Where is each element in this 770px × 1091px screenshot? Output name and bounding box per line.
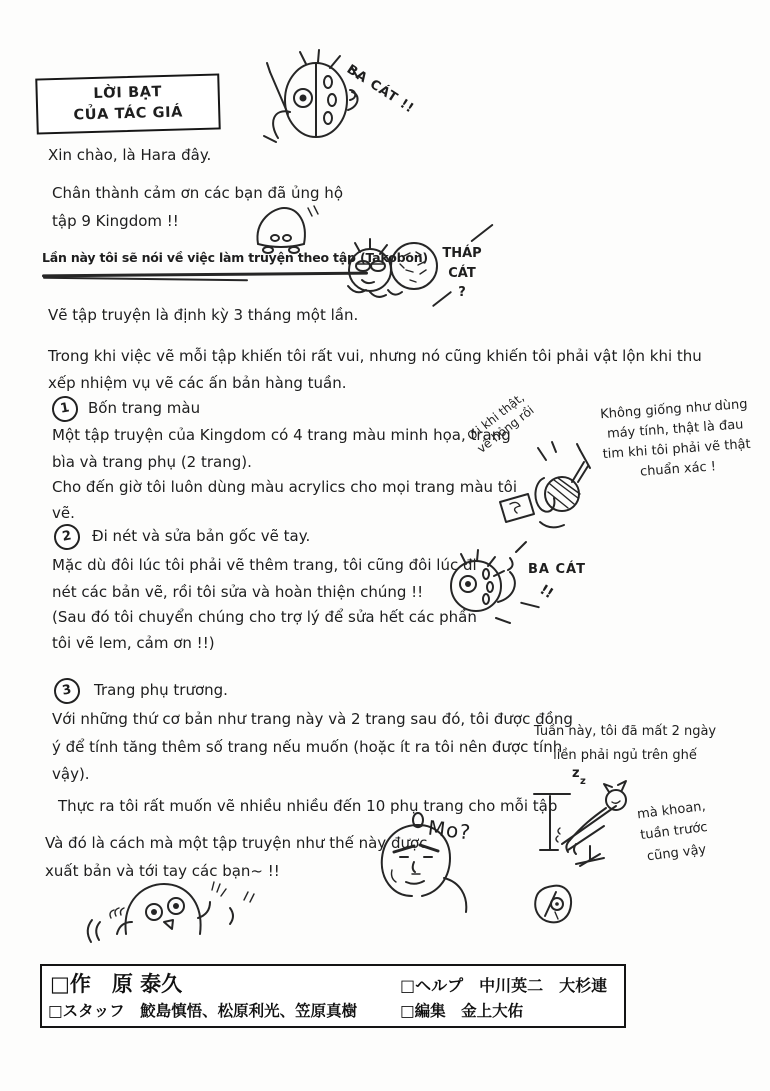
ba-cat-bang: !! <box>536 581 557 603</box>
tower-line1: THÁP <box>442 246 482 261</box>
topic-underline-2 <box>43 277 248 282</box>
ba-cat-shout-top: BA CÁT !! <box>343 62 417 117</box>
struggle-line2: xếp nhiệm vụ vẽ các ấn bản hàng tuần. <box>48 374 347 392</box>
struggle-line1: Trong khi việc vẽ mỗi tập khiến tôi rất vui, nhưng nó cũng khiến tôi phải vật lộn khi thu <box>48 347 702 365</box>
sleep-z-mark-2: z <box>580 776 586 787</box>
painting-cry-text: Ơi khi thật, vẽ hỏng rồi <box>464 390 537 456</box>
waving-octopus-doodle-2 <box>440 540 532 625</box>
closing-line1: Và đó là cách mà một tập truyện như thế này được <box>45 834 428 852</box>
section1-line4: vẽ. <box>52 504 75 522</box>
section1-number: 1 <box>50 394 80 424</box>
mo-shout: Mo? <box>426 815 473 845</box>
section2-line2: nét các bản vẽ, rồi tôi sửa và hoàn thiện chúng !! <box>52 583 424 601</box>
section1-line1: Một tập truyện của Kingdom có 4 trang màu minh họa, trang <box>52 426 511 444</box>
section2-line4: tôi vẽ lem, cảm ơn !!) <box>52 634 215 652</box>
credit-help: □ヘルプ 中川英二 大杉連 <box>400 976 608 995</box>
chair-note-text <box>613 793 736 871</box>
tower-slash-top <box>470 224 493 243</box>
topic-heading: Lần này tôi sẽ nói về việc làm truyện theo tập (Takobon) <box>42 250 428 265</box>
section2-number: 2 <box>52 522 82 552</box>
section3-line1: Với những thứ cơ bản như trang này và 2 trang sau đó, tôi được đồng <box>52 710 573 728</box>
tower-line3: ? <box>458 285 466 300</box>
thanks-line2: tập 9 Kingdom !! <box>52 212 179 230</box>
topic-underline <box>42 272 368 277</box>
greeting-text: Xin chào, là Hara đây. <box>48 146 212 164</box>
section3-line3: vậy). <box>52 765 90 783</box>
chair-note-line1: mà khoan, <box>636 799 707 823</box>
section3-line4: Thực ra tôi rất muốn vẽ nhiều nhiều đến 10 phụ trang cho mỗi tập <box>58 797 558 815</box>
section3-number: 3 <box>52 676 82 706</box>
title-line2: CỦA TÁC GIÁ <box>73 104 184 124</box>
credit-staff: □スタッフ 鮫島慎悟、松原利光、笠原真樹 <box>48 1002 358 1020</box>
credits-box <box>40 964 626 1028</box>
painter-doodle <box>492 438 610 538</box>
sleep-note-line2: liền phải ngủ trên ghế <box>553 748 697 763</box>
sleep-z-mark: z <box>572 766 580 781</box>
credit-editor: □編集 金上大佑 <box>400 1002 524 1020</box>
chair-note-line2: tuần trước <box>639 820 709 844</box>
sleep-note-line1: Tuần này, tôi đã mất 2 ngày <box>533 724 717 739</box>
waving-octopus-doodle <box>88 872 263 942</box>
closing-line2: xuất bản và tới tay các bạn~ !! <box>45 862 280 880</box>
credit-author: □作 原 泰久 <box>50 972 183 996</box>
takobon-doodle <box>340 228 440 306</box>
section2-line3: (Sau đó tôi chuyển chúng cho trợ lý để sửa hết các phần <box>52 608 477 626</box>
thanks-line1: Chân thành cảm ơn các bạn đã ủng hộ <box>52 184 343 202</box>
chair-note-line3: cũng vậy <box>646 842 707 865</box>
section1-line2: bìa và trang phụ (2 trang). <box>52 453 252 471</box>
afterword-title-box <box>35 73 220 134</box>
computer-comparison-note: Không giống như dùng máy tính, thật là đau tim khi tôi phải vẽ thật chuẩn xác ! <box>599 396 752 480</box>
ba-cat-shout-2: BA CÁT <box>528 562 586 577</box>
hara-signature-stamp <box>530 882 576 928</box>
tower-line2: CÁT <box>448 265 476 281</box>
section2-heading: Đi nét và sửa bản gốc vẽ tay. <box>92 527 311 545</box>
thap-cat-shout <box>436 244 488 303</box>
title-line1: LỜI BẠT <box>93 84 163 102</box>
section1-heading: Bốn trang màu <box>88 399 201 417</box>
schedule-text: Vẽ tập truyện là định kỳ 3 tháng một lần. <box>48 306 359 324</box>
section3-heading: Trang phụ trương. <box>94 681 228 699</box>
section1-line3: Cho đến giờ tôi luôn dùng màu acrylics cho mọi trang màu tôi <box>52 478 518 496</box>
section2-line1: Mặc dù đôi lúc tôi phải vẽ thêm trang, tôi cũng đôi lúc đi <box>52 556 477 574</box>
section3-line2: ý để tính tăng thêm số trang nếu muốn (hoặc ít ra tôi nên được tính <box>52 738 563 756</box>
